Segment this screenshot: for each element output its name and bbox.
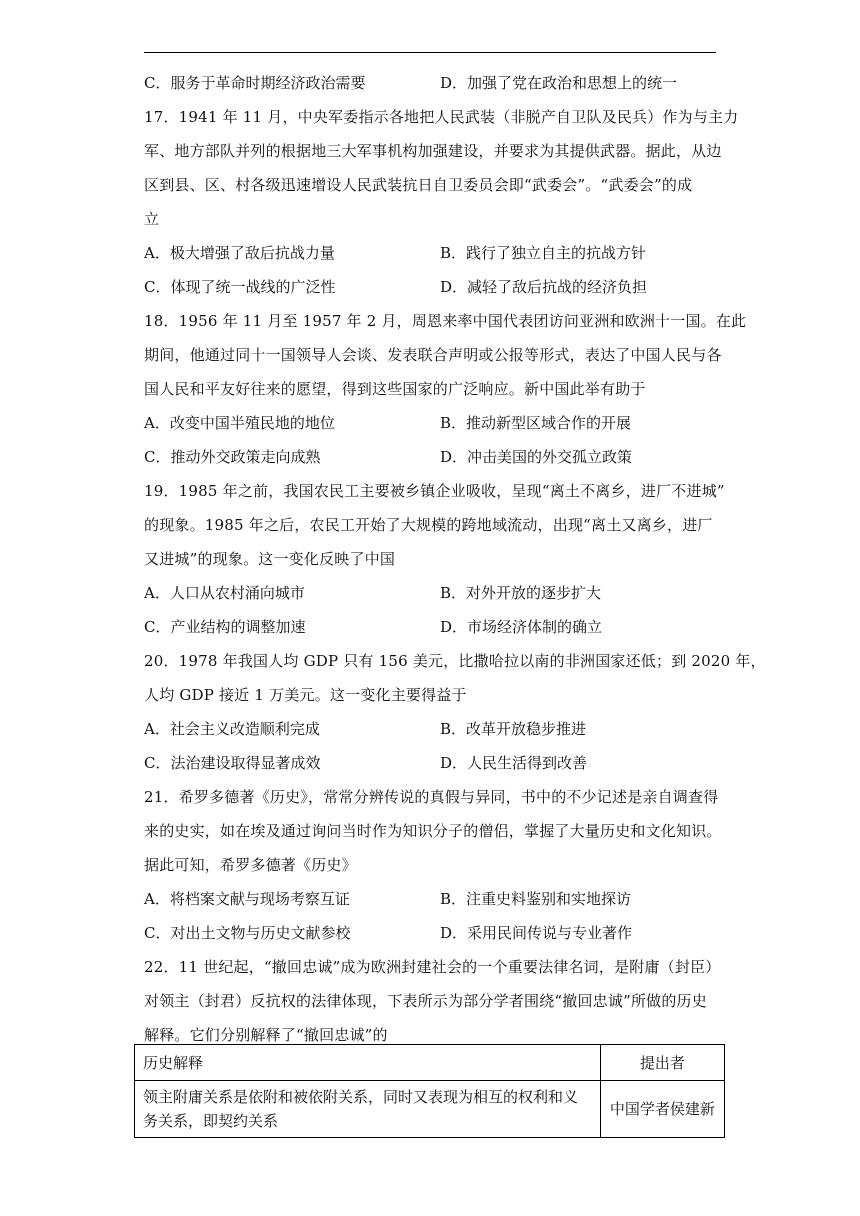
cell-line: 领主附庸关系是依附和被依附关系，同时又表现为相互的权利和义 [143,1088,579,1106]
options-row [144,746,724,780]
options-row [144,916,724,950]
options-row [144,270,724,304]
stem-line: 20．1978 年我国人均 GDP 只有 156 美元，比撒哈拉以南的非洲国家还低；到 2020 年， [144,652,766,670]
options-row [144,406,724,440]
option-b: B．改革开放稳步推进 [440,720,587,738]
option-a: A．改变中国半殖民地的地位 [144,414,335,432]
option-c: C．体现了统一战线的广泛性 [144,278,336,296]
options-row [144,440,724,474]
stem-line: 国人民和平友好往来的愿望，得到这些国家的广泛响应。新中国此举有助于 [144,380,646,398]
header-rule [144,52,716,53]
option-d: D．采用民间传说与专业著作 [440,924,633,942]
option-a: A．极大增强了敌后抗战力量 [144,244,335,262]
table-header-explanation: 历史解释 [135,1045,601,1081]
table-cell-author: 中国学者侯建新 [600,1081,724,1138]
stem-line: 17．1941 年 11 月，中央军委指示各地把人民武装（非脱产自卫队及民兵）作为与主力 [144,108,739,126]
historical-interpretation-table [134,1044,725,1138]
stem-line: 的现象。1985 年之后，农民工开始了大规模的跨地域流动，出现“离土又离乡，进厂 [144,516,713,534]
option-c: C．产业结构的调整加速 [144,618,306,636]
option-b: B．对外开放的逐步扩大 [440,584,602,602]
option-d: D．人民生活得到改善 [440,754,588,772]
q16-options-row [144,66,724,100]
cell-line: 务关系，即契约关系 [143,1112,279,1130]
stem-line: 22．11 世纪起，“撤回忠诚”成为欧洲封建社会的一个重要法律名词，是附庸（封臣） [144,958,721,976]
option-d: D．市场经济体制的确立 [440,618,603,636]
question-17 [144,100,739,304]
options-row [144,236,724,270]
stem-line: 据此可知，希罗多德著《历史》 [144,856,357,874]
option-b: B．推动新型区域合作的开展 [440,414,632,432]
option-a: A．人口从农村涌向城市 [144,584,305,602]
stem-line: 对领主（封君）反抗权的法律体现，下表所示为部分学者围绕“撤回忠诚”所做的历史 [144,992,707,1010]
table-cell-explanation [135,1081,601,1138]
options-row [144,882,724,916]
stem-line: 又进城”的现象。这一变化反映了中国 [144,550,396,568]
option-c: C．法治建设取得显著成效 [144,754,321,772]
question-22 [144,950,724,1052]
option-b: B．践行了独立自主的抗战方针 [440,244,647,262]
question-21 [144,780,724,950]
option-d: D．加强了党在政治和思想上的统一 [440,74,678,92]
question-19 [144,474,724,644]
option-b: B．注重史料鉴别和实地探访 [440,890,632,908]
option-a: A．将档案文献与现场考察互证 [144,890,350,908]
question-page [144,66,766,1052]
option-c: C．服务于革命时期经济政治需要 [144,74,366,92]
stem-line: 19．1985 年之前，我国农民工主要被乡镇企业吸收，呈现“离土不离乡，进厂不进城” [144,482,725,500]
stem-line: 军、地方部队并列的根据地三大军事机构加强建设，并要求为其提供武器。据此，从边 [144,142,722,160]
question-20 [144,644,766,780]
stem-line: 期间，他通过同十一国领导人会谈、发表联合声明或公报等形式，表达了中国人民与各 [144,346,722,364]
stem-line: 立 [144,210,160,228]
stem-line: 解释。它们分别解释了“撤回忠诚”的 [144,1026,388,1044]
table-header-row [135,1045,725,1081]
option-c: C．推动外交政策走向成熟 [144,448,321,466]
stem-line: 18．1956 年 11 月至 1957 年 2 月，周恩来率中国代表团访问亚洲和欧洲十一国。在此 [144,312,747,330]
option-d: D．冲击美国的外交孤立政策 [440,448,633,466]
question-18 [144,304,747,474]
stem-line: 人均 GDP 接近 1 万美元。这一变化主要得益于 [144,686,467,704]
option-c: C．对出土文物与历史文献参校 [144,924,351,942]
table-header-author: 提出者 [600,1045,724,1081]
option-a: A．社会主义改造顺利完成 [144,720,320,738]
option-d: D．减轻了敌后抗战的经济负担 [440,278,648,296]
options-row [144,610,724,644]
stem-line: 区到县、区、村各级迅速增设人民武装抗日自卫委员会即“武委会”。“武委会”的成 [144,176,693,194]
stem-line: 21．希罗多德著《历史》，常常分辨传说的真假与异同，书中的不少记述是亲自调查得 [144,788,719,806]
options-row [144,576,724,610]
stem-line: 来的史实，如在埃及通过询问当时作为知识分子的僧侣，掌握了大量历史和文化知识。 [144,822,722,840]
table-row [135,1081,725,1138]
options-row [144,712,724,746]
